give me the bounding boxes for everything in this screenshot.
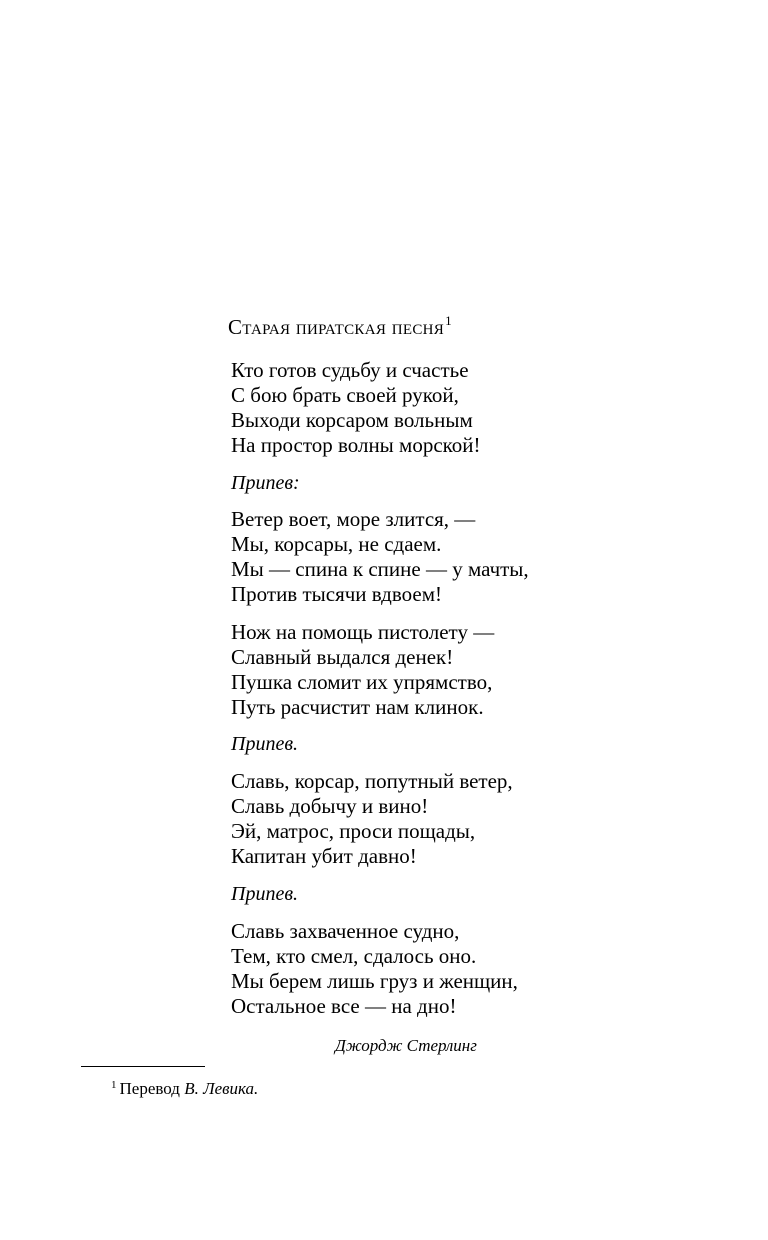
footnote: [111, 1073, 258, 1101]
refrain-label: Припев:: [231, 472, 300, 494]
title-footnote-marker: 1: [445, 313, 452, 328]
poem-line: Славь добычу и вино!: [231, 794, 429, 818]
poem-line: Нож на помощь пистолету —: [231, 620, 495, 644]
poem-line: С бою брать своей рукой,: [231, 383, 459, 407]
poem-line: Эй, матрос, проси пощады,: [231, 819, 476, 843]
poem-line: Капитан убит давно!: [231, 844, 417, 868]
poem-title-text: Старая пиратская песня: [228, 315, 445, 339]
poem-line: Славь захваченное судно,: [231, 919, 460, 943]
poem-line: На простор волны морской!: [231, 433, 481, 457]
stanza: [231, 769, 691, 869]
footnote-divider: [81, 1066, 205, 1067]
poem-line: Ветер воет, море злится, —: [231, 507, 476, 531]
poem-line: Остальное все — на дно!: [231, 994, 457, 1018]
stanza: [231, 507, 691, 607]
poem-line: Мы берем лишь груз и женщин,: [231, 969, 518, 993]
poem-line: Тем, кто смел, сдалось оно.: [231, 944, 477, 968]
stanza: [231, 919, 691, 1019]
poem-line: Путь расчистит нам клинок.: [231, 695, 484, 719]
footnote-marker: 1: [111, 1079, 117, 1091]
poem-body: [231, 358, 691, 1019]
footnote-translator: В. Левика.: [184, 1079, 259, 1098]
poem-title: [228, 306, 452, 342]
refrain-label: Припев.: [231, 733, 299, 755]
poem-line: Против тысячи вдвоем!: [231, 582, 442, 606]
footnote-text: Перевод: [119, 1079, 180, 1098]
stanza: [231, 620, 691, 720]
poem-line: Мы — спина к спине — у мачты,: [231, 557, 529, 581]
refrain-label: Припев.: [231, 883, 299, 905]
poem-line: Мы, корсары, не сдаем.: [231, 532, 442, 556]
poem-author: Джордж Стерлинг: [335, 1036, 477, 1055]
stanza: [231, 358, 691, 458]
poem-line: Кто готов судьбу и счастье: [231, 358, 469, 382]
poem-line: Пушка сломит их упрямство,: [231, 670, 493, 694]
poem-line: Славь, корсар, попутный ветер,: [231, 769, 513, 793]
poem-line: Славный выдался денек!: [231, 645, 454, 669]
poem-line: Выходи корсаром вольным: [231, 408, 473, 432]
